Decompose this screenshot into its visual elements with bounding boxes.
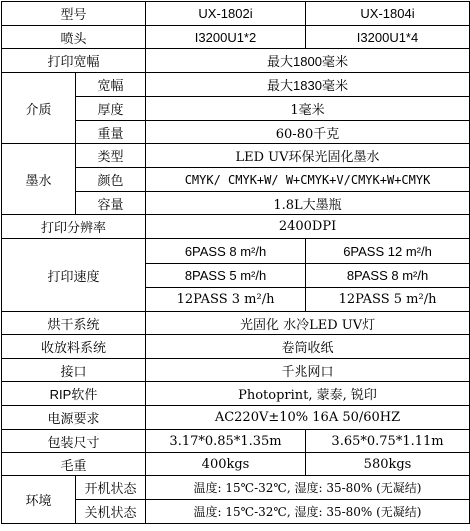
model-1802i: UX-1802i (146, 2, 306, 26)
speed-1802i-6pass: 6PASS 8 m²/h (146, 239, 306, 264)
media-weight-label: 重量 (76, 121, 146, 144)
resolution-label: 打印分辨率 (2, 215, 146, 239)
row-gross-weight (2, 453, 470, 476)
row-feeding (2, 335, 470, 359)
speed-1804i-12pass: 12PASS 5 m²/h (306, 288, 470, 312)
nozzle-value-1802i: I3200U1*2 (146, 26, 306, 49)
speed-1804i-6pass: 6PASS 12 m²/h (306, 239, 470, 264)
row-drying (2, 312, 470, 335)
env-off-label: 关机状态 (76, 500, 146, 524)
row-rip (2, 382, 470, 406)
power-label: 电源要求 (2, 406, 146, 430)
speed-label: 打印速度 (2, 239, 146, 312)
feeding-value: 卷筒收纸 (146, 335, 470, 359)
speed-1802i-8pass: 8PASS 5 m²/h (146, 264, 306, 288)
package-value-1804i: 3.65*0.75*1.11m (306, 430, 470, 453)
media-width-label: 宽幅 (76, 73, 146, 97)
interface-value: 千兆网口 (146, 359, 470, 382)
ink-capacity-label: 容量 (76, 192, 146, 215)
ink-type-value: LED UV环保光固化墨水 (146, 144, 470, 168)
ink-color-label: 颜色 (76, 168, 146, 192)
media-label: 介质 (2, 73, 76, 144)
rip-label: RIP软件 (2, 382, 146, 406)
row-package (2, 430, 470, 453)
row-ink-type (2, 144, 470, 168)
row-speed-1 (2, 239, 470, 264)
row-print-width (2, 49, 470, 73)
rip-value: Photoprint, 蒙泰, 锐印 (146, 382, 470, 406)
speed-1804i-8pass: 8PASS 8 m²/h (306, 264, 470, 288)
media-thickness-label: 厚度 (76, 97, 146, 121)
package-label: 包装尺寸 (2, 430, 146, 453)
interface-label: 接口 (2, 359, 146, 382)
model-label: 型号 (2, 2, 146, 26)
power-value: AC220V±10% 16A 50/60HZ (146, 406, 470, 430)
row-resolution (2, 215, 470, 239)
gross-weight-label: 毛重 (2, 453, 146, 476)
gross-weight-value-1802i: 400kgs (146, 453, 306, 476)
row-nozzle (2, 26, 470, 49)
nozzle-value-1804i: I3200U1*4 (306, 26, 470, 49)
nozzle-label: 喷头 (2, 26, 146, 49)
ink-capacity-value: 1.8L大墨瓶 (146, 192, 470, 215)
row-power (2, 406, 470, 430)
row-media-width (2, 73, 470, 97)
row-model (2, 2, 470, 26)
spec-table (1, 1, 470, 524)
drying-value: 光固化 水冷LED UV灯 (146, 312, 470, 335)
ink-color-value: CMYK/ CMYK+W/ W+CMYK+V/CMYK+W+CMYK (146, 168, 470, 192)
gross-weight-value-1804i: 580kgs (306, 453, 470, 476)
resolution-value: 2400DPI (146, 215, 470, 239)
print-width-label: 打印宽幅 (2, 49, 146, 73)
ink-type-label: 类型 (76, 144, 146, 168)
media-width-value: 最大1830毫米 (146, 73, 470, 97)
model-1804i: UX-1804i (306, 2, 470, 26)
drying-label: 烘干系统 (2, 312, 146, 335)
row-interface (2, 359, 470, 382)
package-value-1802i: 3.17*0.85*1.35m (146, 430, 306, 453)
feeding-label: 收放料系统 (2, 335, 146, 359)
row-env-on (2, 476, 470, 500)
env-on-label: 开机状态 (76, 476, 146, 500)
env-on-value: 温度: 15℃-32℃, 湿度: 35-80% (无凝结) (146, 476, 470, 500)
env-off-value: 温度: 15℃-32℃, 湿度: 35-80% (无凝结) (146, 500, 470, 524)
media-thickness-value: 1毫米 (146, 97, 470, 121)
environment-label: 环境 (2, 476, 76, 524)
speed-1802i-12pass: 12PASS 3 m²/h (146, 288, 306, 312)
print-width-value: 最大1800毫米 (146, 49, 470, 73)
ink-label: 墨水 (2, 144, 76, 215)
media-weight-value: 60-80千克 (146, 121, 470, 144)
